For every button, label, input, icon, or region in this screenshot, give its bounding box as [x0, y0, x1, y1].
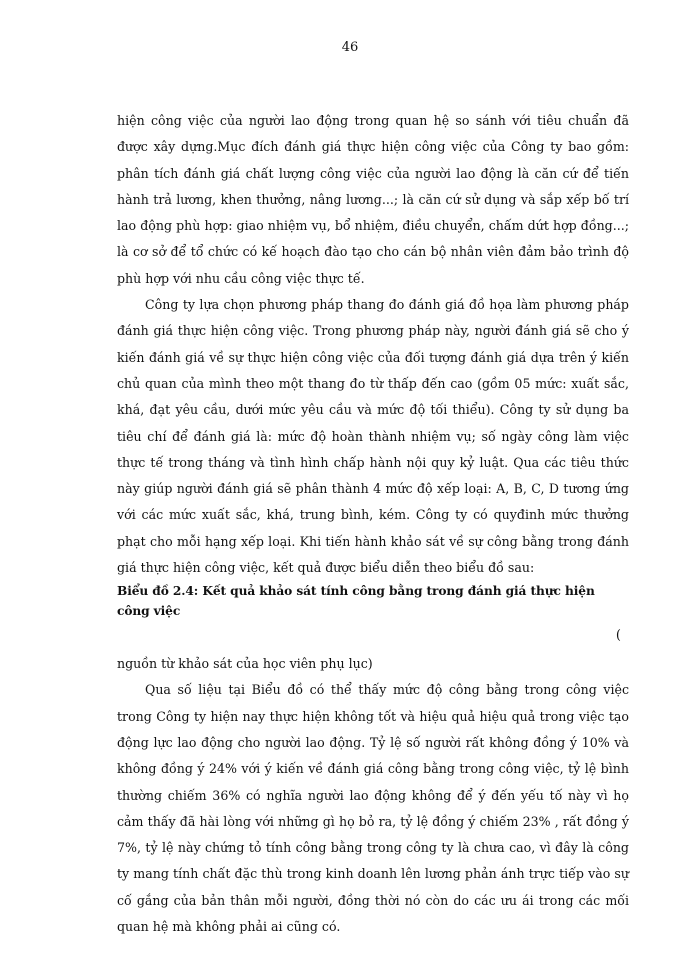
- chart-caption: Biểu đồ 2.4: Kết quả khảo sát tính công bằng trong đánh giá thực hiện công việc: [117, 584, 595, 619]
- document-body: [117, 108, 629, 940]
- paragraph-3: Qua số liệu tại Biểu đồ có thể thấy mức độ công bằng trong công việc trong Công ty hiện nay thực hiện không tốt và hiệu quả hiệu quả trong việc tạo động lực lao động cho người lao động. Tỷ lệ số người rất không đồng ý 10% và không đồng ý 24% với ý kiến về đánh giá công bằng trong công việc, tỷ lệ bình thường chiếm 36% có nghĩa người lao động không để ý đến yếu tố này vì họ cảm thấy đã hài lòng với những gì họ bỏ ra, tỷ lệ đồng ý chiếm 23% , rất đồng ý 7%, tỷ lệ này chứng tỏ tính công bằng trong công ty là chưa cao, vì đây là công ty mang tính chất đặc thù trong kinh doanh lên lương phản ánh trực tiếp vào sự cố gắng của bản thân mỗi người, đồng thời nó còn do các ưu ái trong các mối quan hệ mà không phải ai cũng có.: [117, 682, 629, 935]
- source-open-paren: (: [615, 628, 621, 644]
- source-note: nguồn từ khảo sát của học viên phụ lục): [117, 656, 373, 672]
- page-number: 46: [341, 40, 359, 55]
- paragraph-2: Công ty lựa chọn phương pháp thang đo đánh giá đồ họa làm phương pháp đánh giá thực hiện công việc. Trong phương pháp này, người đánh giá sẽ cho ý kiến đánh giá về sự thực hiện công việc của đối tượng đánh giá dựa trên ý kiến chủ quan của mình theo một thang đo từ thấp đến cao (gồm 05 mức: xuất sắc, khá, đạt yêu cầu, dưới mức yêu cầu và mức độ tối thiểu). Công ty sử dụng ba tiêu chí để đánh giá là: mức độ hoàn thành nhiệm vụ; số ngày công làm việc thực tế trong tháng và tình hình chấp hành nội quy kỷ luật. Qua các tiêu thức này giúp người đánh giá sẽ phân thành 4 mức độ xếp loại: A, B, C, D tương ứng với các mức xuất sắc, khá, trung bình, kém. Công ty có quyđinh mức thưởng phạt cho mỗi hạng xếp loại. Khi tiến hành khảo sát về sự công bằng trong đánh giá thực hiện công việc, kết quả được biểu diễn theo biểu đồ sau:: [117, 297, 629, 576]
- paragraph-1: hiện công việc của người lao động trong quan hệ so sánh với tiêu chuẩn đã được xây dựng.Mục đích đánh giá thực hiện công việc của Công ty bao gồm: phân tích đánh giá chất lượng công việc của người lao động là căn cứ để tiến hành trả lương, khen thưởng, nâng lương...; là căn cứ sử dụng và sắp xếp bố trí lao động phù hợp: giao nhiệm vụ, bổ nhiệm, điều chuyển, chấm dứt hợp đồng...; là cơ sở để tổ chức có kế hoạch đào tạo cho cán bộ nhân viên đảm bảo trình độ phù hợp với nhu cầu công việc thực tế.: [117, 113, 629, 286]
